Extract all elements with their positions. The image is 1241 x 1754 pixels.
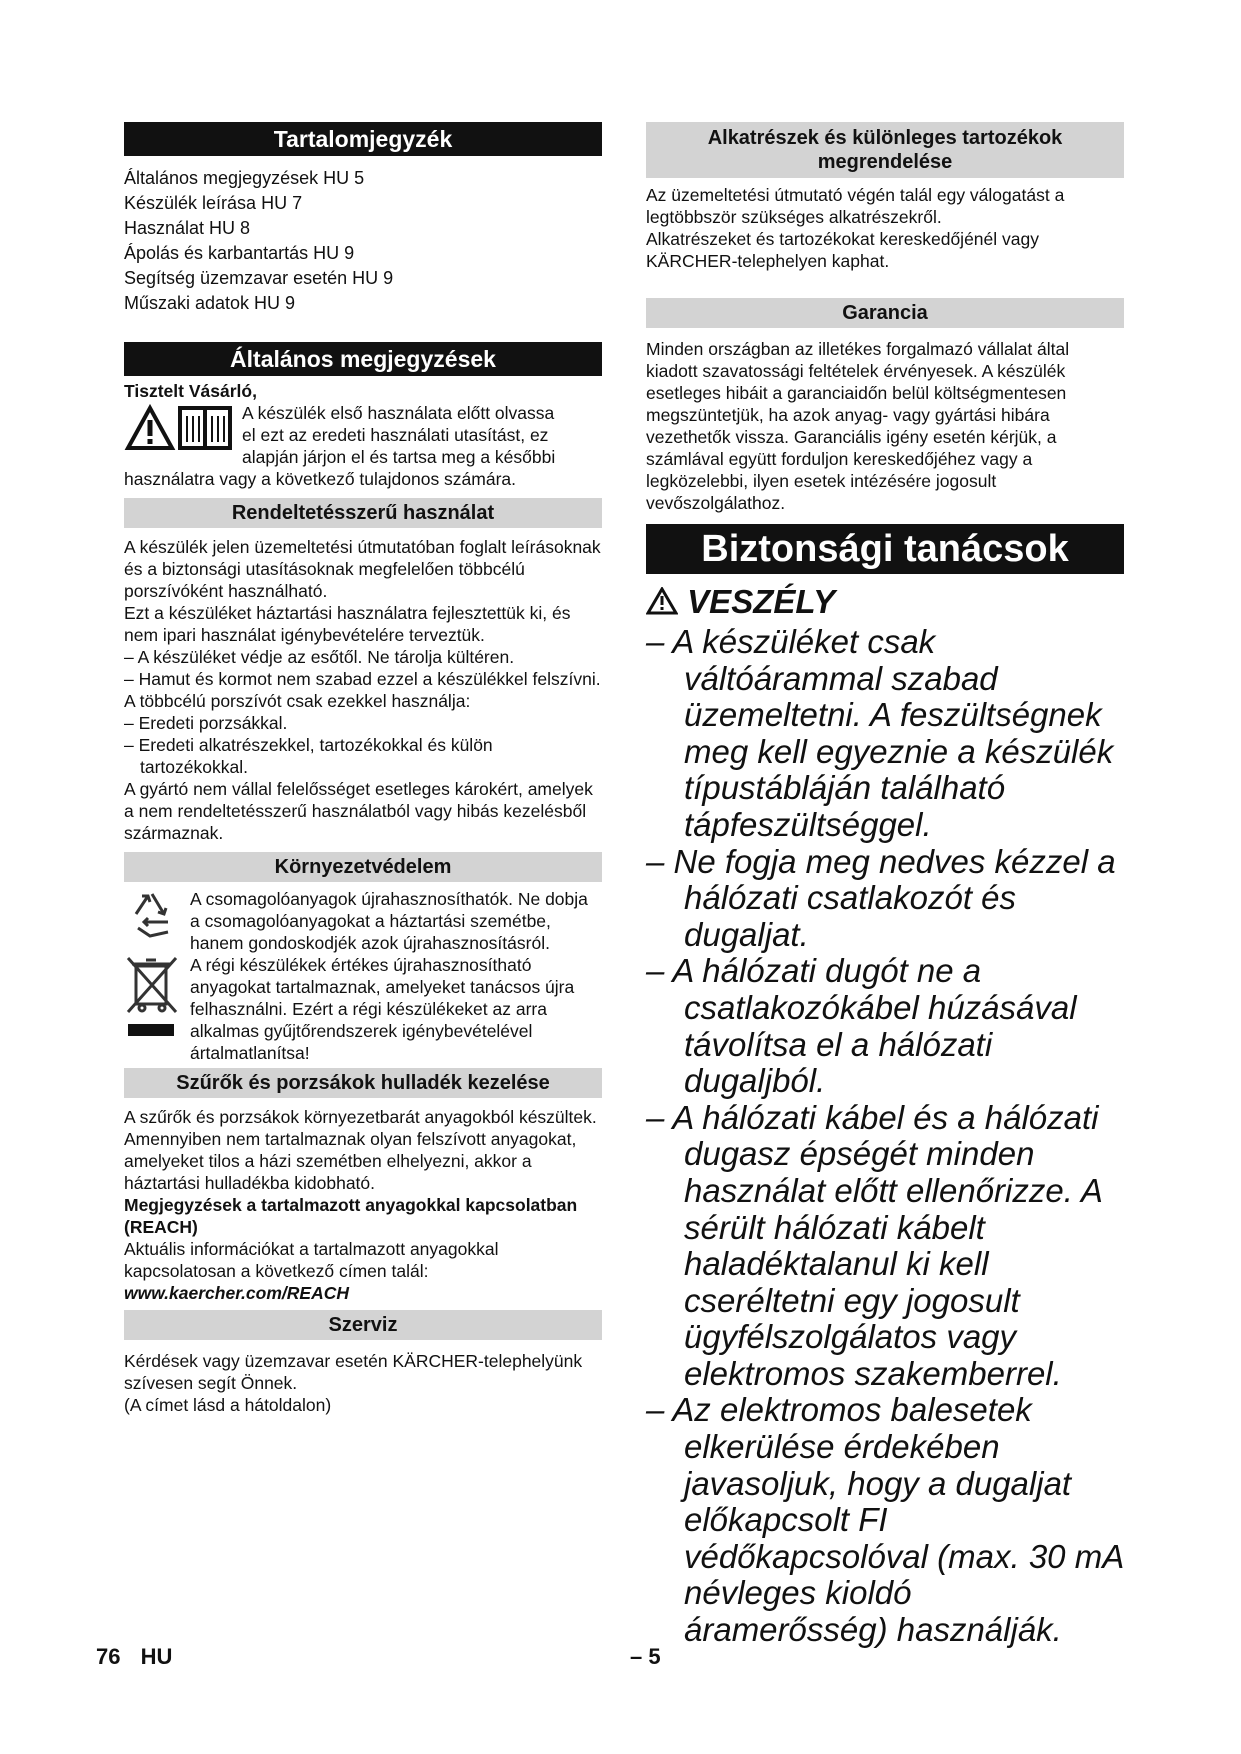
paragraph: Alkatrészeket és tartozékokat kereskedőjénél vagy KÄRCHER-telephelyen kaphat. — [646, 229, 1039, 271]
filters-body — [124, 1106, 602, 1304]
dash-item: – Hamut és kormot nem szabad ezzel a készülékkel felszívni. — [124, 669, 601, 689]
intended-use-body — [124, 536, 602, 844]
warning-manual-icon — [124, 402, 242, 468]
section-page: – 5 — [630, 1644, 661, 1669]
toc-list — [124, 166, 602, 316]
paragraph: (A címet lásd a hátoldalon) — [124, 1395, 332, 1415]
parts-heading: Alkatrészek és különleges tartozékok megrendelése — [646, 122, 1124, 178]
intro-last-line: használatra vagy a következő tulajdonos számára. — [124, 469, 517, 489]
paragraph: A szűrők és porzsákok környezetbarát anyagokból készültek. — [124, 1107, 597, 1127]
dash-item: – Eredeti porzsákkal. — [124, 713, 288, 733]
service-heading: Szerviz — [124, 1310, 602, 1340]
warning-triangle-icon — [646, 583, 687, 620]
intended-use-heading: Rendeltetésszerű használat — [124, 498, 602, 528]
right-column — [646, 122, 1124, 1649]
intro-block — [124, 402, 602, 468]
safety-item: – Ne fogja meg nedves kézzel a hálózati csatlakozót és dugaljat. — [646, 842, 1116, 953]
toc-item[interactable]: Általános megjegyzések HU 5 — [124, 168, 365, 188]
greeting: Tisztelt Vásárló, — [124, 381, 257, 401]
intro-line: el ezt az eredeti használati utasítást, ez — [242, 425, 549, 445]
recycle-icon — [124, 888, 190, 954]
paragraph: Az üzemeltetési útmutató végén talál egy válogatást a legtöbbször szükséges alkatrészekről. — [646, 185, 1065, 227]
general-heading: Általános megjegyzések — [124, 342, 602, 376]
paragraph: Amennyiben nem tartalmaznak olyan felszívott anyagokat, amelyeket tilos a házi szemétben elhelyezni, akkor a háztartási hulladékba kidobható. — [124, 1129, 577, 1193]
safety-item: – A hálózati dugót ne a csatlakozókábel húzásával távolítsa el a hálózati dugaljból. — [646, 952, 1077, 1100]
toc-item[interactable]: Készülék leírása HU 7 — [124, 193, 303, 213]
intro-line: alapján járjon el és tartsa meg a későbbi — [242, 447, 556, 467]
dash-item: – A készüléket védje az esőtől. Ne tárolja kültéren. — [124, 647, 515, 667]
safety-item: – A készüléket csak váltóárammal szabad üzemeltetni. A feszültségnek meg kell egyeznie a készülék típustábláján található tápfeszültséggel. — [646, 623, 1114, 843]
page-number-value: 76 — [96, 1644, 121, 1669]
crossed-bin-icon — [124, 954, 190, 1064]
warranty-heading: Garancia — [646, 298, 1124, 328]
page-number — [96, 1644, 172, 1670]
danger-text: VESZÉLY — [687, 583, 836, 620]
paragraph: A többcélú porszívót csak ezekkel használja: — [124, 691, 471, 711]
paragraph: A készülék jelen üzemeltetési útmutatóban foglalt leírásoknak és a biztonsági utasításoknak megfelelően többcélú porszívóként használható. — [124, 537, 601, 601]
dash-item: – Eredeti alkatrészekkel, tartozékokkal és külön tartozékokkal. — [124, 735, 493, 777]
safety-list — [646, 624, 1124, 1649]
safety-item: – A hálózati kábel és a hálózati dugasz épségét minden használat előtt ellenőrizze. A sérült hálózati kábelt haladéktalanul ki kell cseréltetni egy jogosult ügyfélszolgálatos vagy elektromos szakemberrel. — [646, 1098, 1102, 1392]
weee-block — [124, 954, 602, 1064]
toc-heading: Tartalomjegyzék — [124, 122, 602, 156]
recycle-text: A csomagolóanyagok újrahasznosíthatók. Ne dobja a csomagolóanyagokat a háztartási szemétbe, hanem gondoskodjék azok újrahasznosításról. — [190, 889, 588, 953]
intro-line: A készülék első használata előtt olvassa — [242, 403, 555, 423]
safety-item: – Az elektromos balesetek elkerülése érdekében javasoljuk, hogy a dugaljat előkapcsolt FI védőkapcsolóval (max. 30 mA névleges kioldó áramerősség) használják. — [646, 1391, 1123, 1649]
paragraph: Kérdések vagy üzemzavar esetén KÄRCHER-telephelyünk szívesen segít Önnek. — [124, 1351, 583, 1393]
warranty-text: Minden országban az illetékes forgalmazó vállalat által kiadott szavatossági feltételek érvényesek. A készülék esetleges hibáit a garanciaidőn belül költségmentesen megszüntetjük, ha azok anyag- vagy gyártási hibára vezethetők vissza. Garanciális igény esetén kérjük, a számlával együtt forduljon kereskedőjéhez vagy a legközelebbi, ilyen esetek intézésére jogosult vevőszolgálathoz. — [646, 339, 1070, 513]
danger-label — [646, 582, 1124, 622]
parts-body — [646, 184, 1124, 272]
toc-item[interactable]: Műszaki adatok HU 9 — [124, 293, 296, 313]
environment-heading: Környezetvédelem — [124, 852, 602, 882]
toc-item[interactable]: Ápolás és karbantartás HU 9 — [124, 243, 355, 263]
safety-heading: Biztonsági tanácsok — [646, 524, 1124, 574]
reach-text: Aktuális információkat a tartalmazott anyagokkal kapcsolatosan a következő címen talál: — [124, 1239, 499, 1281]
left-column — [124, 122, 602, 1416]
reach-title: Megjegyzések a tartalmazott anyagokkal kapcsolatban (REACH) — [124, 1195, 578, 1237]
service-body — [124, 1350, 602, 1416]
language-code: HU — [140, 1644, 173, 1669]
toc-item[interactable]: Segítség üzemzavar esetén HU 9 — [124, 268, 394, 288]
paragraph: Ezt a készüléket háztartási használatra fejlesztettük ki, és nem ipari használat igénybevételére terveztük. — [124, 603, 571, 645]
recycle-block — [124, 888, 602, 954]
filters-heading: Szűrők és porzsákok hulladék kezelése — [124, 1068, 602, 1098]
reach-link[interactable]: www.kaercher.com/REACH — [124, 1283, 349, 1303]
weee-text: A régi készülékek értékes újrahasznosítható anyagokat tartalmaznak, amelyeket tanácsos újra felhasználni. Ezért a régi készülékeket az arra alkalmas gyűjtőrendszerek igénybevételével ártalmatlanítsa! — [190, 955, 575, 1063]
toc-item[interactable]: Használat HU 8 — [124, 218, 251, 238]
paragraph: A gyártó nem vállal felelősséget esetleges károkért, amelyek a nem rendeltetésszerű használatból vagy hibás kezelésből származnak. — [124, 779, 593, 843]
